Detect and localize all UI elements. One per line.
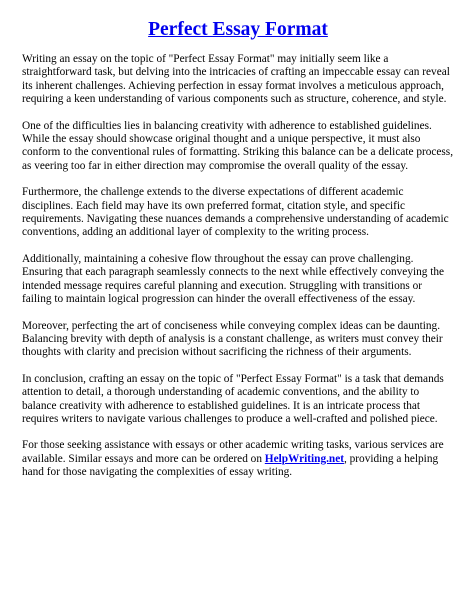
paragraph-5: Moreover, perfecting the art of conciseness while conveying complex ideas can be daunting. Balancing brevity with depth of analysis is a constant challenge, as writers must convey their thoughts with clarity and precision without sacrificing the richness of their arguments. bbox=[22, 319, 443, 359]
paragraph-2: One of the difficulties lies in balancing creativity with adherence to established guidelines. While the essay should showcase original thought and a unique perspective, it must also conform to the conventional rules of formatting. Striking this balance can be a delicate process, as veering too far in either direction may compromise the overall quality of the essay. bbox=[22, 119, 454, 172]
closing-text-after-link: , providing a helping hand for those navigating the complexities of essay writing. bbox=[22, 452, 439, 479]
closing-paragraph bbox=[22, 439, 454, 479]
page-title[interactable]: Perfect Essay Format bbox=[148, 19, 328, 40]
closing-text-before-link: For those seeking assistance with essays or other academic writing tasks, various services are available. Similar essays and more can be ordered on bbox=[22, 439, 444, 465]
paragraph-1: Writing an essay on the topic of "Perfect Essay Format" may initially seem like a straightforward task, but delving into the intricacies of crafting an impeccable essay can reveal its inherent challenges. Achieving perfection in essay format involves a meticulous approach, requiring a keen understanding of various components such as structure, coherence, and style. bbox=[22, 53, 450, 106]
paragraph-6: In conclusion, crafting an essay on the topic of "Perfect Essay Format" is a task that demands attention to detail, a thorough understanding of academic conventions, and the ability to balance creativity with adherence to established guidelines. It is an intricate process that requires writers to navigate various challenges to produce a well-crafted and polished piece. bbox=[22, 372, 444, 425]
paragraph-3: Furthermore, the challenge extends to the diverse expectations of different academic disciplines. Each field may have its own preferred format, citation style, and specific requirements. Navigating these nuances demands a comprehensive understanding of academic conventions, adding an additional layer of complexity to the writing process. bbox=[22, 186, 449, 239]
document-page bbox=[22, 18, 454, 493]
helpwriting-link[interactable]: HelpWriting.net bbox=[264, 452, 344, 465]
paragraph-4: Additionally, maintaining a cohesive flow throughout the essay can prove challenging. Ensuring that each paragraph seamlessly connects to the next while effectively conveying the intended message requires careful planning and execution. Struggling with transitions or failing to maintain logical progression can hinder the overall effectiveness of the essay. bbox=[22, 252, 445, 306]
